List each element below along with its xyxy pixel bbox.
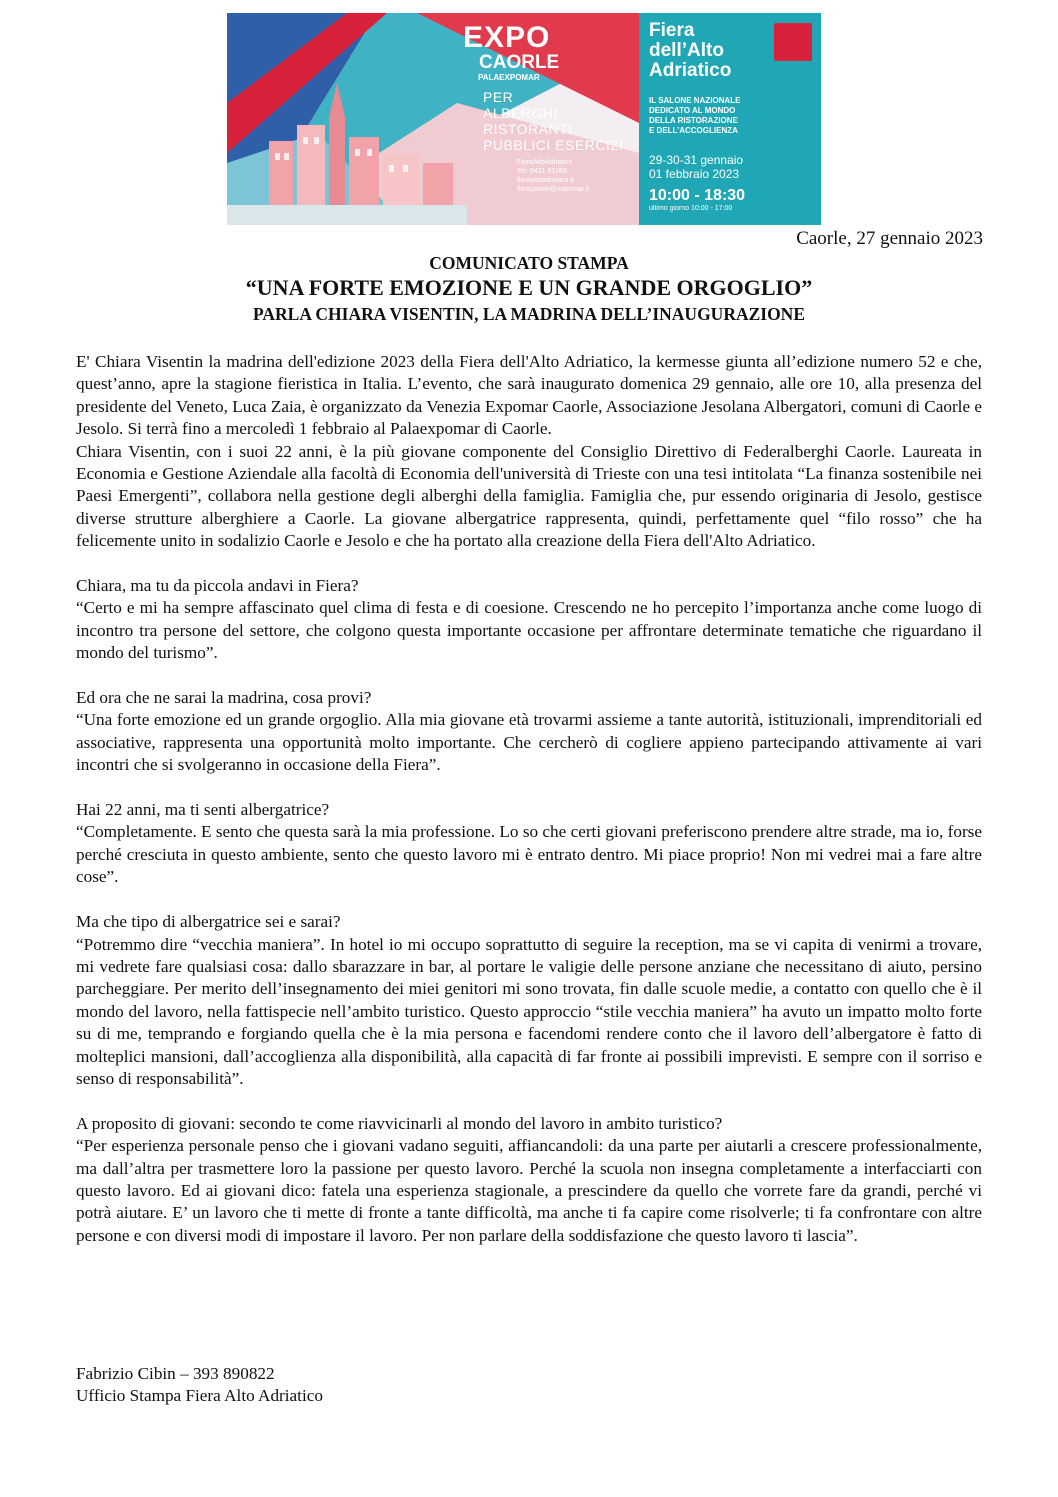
banner-audience-line: PER [483, 89, 514, 105]
banner-hours: 10:00 - 18:30 [649, 187, 746, 204]
banner-info-panel [639, 13, 821, 225]
signature-block [76, 1363, 323, 1408]
banner-palaexpomar-text: PALAEXPOMAR [478, 73, 540, 82]
banner-audience-line: PUBBLICI ESERCIZI [483, 137, 624, 153]
banner-date-line: 29-30-31 gennaio [649, 153, 744, 167]
banner-audience-list [483, 89, 624, 153]
fiera-logo-icon [774, 23, 812, 61]
signature-office: Ufficio Stampa Fiera Alto Adriatico [76, 1386, 323, 1406]
banner-contact-line: FieraAltoAdriatico [517, 159, 573, 166]
page-subtitle: PARLA CHIARA VISENTIN, LA MADRINA DELL’INAUGURAZIONE [253, 304, 805, 324]
banner-dates [649, 153, 743, 181]
press-release-kicker: COMUNICATO STAMPA [429, 253, 629, 273]
banner-contacts [517, 158, 589, 194]
banner-date-line: 01 febbraio 2023 [649, 167, 740, 181]
signature-contact: Fabrizio Cibin – 393 890822 [76, 1364, 275, 1383]
interview-answer: “Completamente. E sento che questa sarà la mia professione. Lo so che certi giovani preferiscono prendere altre strade, ma io, forse perché cresciuta in questo ambiente, sento che questo lavoro mi è entrato dentro. Mi piace proprio! Non mi vedrei mai a fare altre cose”. [76, 822, 982, 887]
intro-paragraph: E' Chiara Visentin la madrina dell'edizione 2023 della Fiera dell'Alto Adriatico, la kermesse giunta all’edizione numero 52 e che, quest’anno, apre la stagione fieristica in Italia. L’evento, che sarà inaugurato domenica 29 gennaio, alle ore 10, alla presenza del presidente del Veneto, Luca Zaia, è organizzato da Venezia Expomar Caorle, Associazione Jesolana Albergatori, comuni di Caorle e Jesolo. Si terrà fino a mercoledì 1 febbraio al Palaexpomar di Caorle. [76, 352, 982, 439]
banner-fiera-line: Fiera [649, 20, 695, 41]
interview-answer: “Certo e mi ha sempre affascinato quel clima di festa e di coesione. Crescendo ne ho percepito l’importanza anche come luogo di incontro tra persone del settore, che colgono questa importante occasione per affrontare determinate tematiche che riguardano il mondo del turismo”. [76, 598, 982, 663]
interview-answer: “Una forte emozione ed un grande orgoglio. Alla mia giovane età trovarmi assieme a tante autorità, istituzionali, imprenditoriali ed associative, rappresenta una opportunità molto importante. Che cercherò di cogliere appieno partecipando attivamente ai vari incontri che si svolgeranno in occasione della Fiera”. [76, 710, 982, 775]
banner-fiera-title [649, 21, 731, 81]
banner-salone-line: DELLA RISTORAZIONE [649, 116, 738, 125]
interview-question: Hai 22 anni, ma ti senti albergatrice? [76, 800, 330, 820]
interview-answer: “Per esperienza personale penso che i giovani vadano seguiti, affiancandoli: da una parte per aiutarli a crescere professionalmente, ma dall’altra per trasmettere loro la passione per questo lavoro. Perché la scuola non insegna completamente a interfacciarti con questo lavoro. Ed ai giovani dico: fatela una esperienza stagionale, a prescindere da quello che vorrete fare da grandi, perché vi potrà aiutare. E’ un lavoro che ti mette di fronte a tante difficoltà, ma anche ti fa capire come risolverle; ti fa confrontare con altre persone e con diversi modi di impostare il lavoro. Per non parlare della soddisfazione che questo lavoro ti lascia”. [76, 1136, 982, 1245]
banner-fiera-line: Adriatico [649, 60, 732, 81]
interview-question: Chiara, ma tu da piccola andavi in Fiera? [76, 576, 359, 596]
banner-fiera-line: dell’Alto [649, 40, 724, 61]
banner-contact-line: fieracaorle@expomar.it [517, 186, 590, 193]
banner-expo-text: EXPO [463, 21, 551, 54]
banner-audience-line: ALBERGHI [483, 105, 558, 121]
interview-answer: “Potremmo dire “vecchia maniera”. In hotel io mi occupo soprattutto di seguire la reception, ma se vi capita di venirmi a trovare, mi vedrete fare qualsiasi cosa: dallo sbarazzare in bar, al portare le valigie delle persone anziane che necessitano di aiuto, persino parcheggiare. Per merito dell’insegnamento dei miei genitori mi sono trovata, fin dalle scuole medie, a contatto con quello che è il mondo del lavoro, nella fattispecie nell’ambito turistico. Questo approccio “stile vecchia maniera” ha avuto un impatto molto forte su di me, temprando e forgiando quella che è la mia persona e facendomi rendere conto che il lavoro dell’albergatore è fatto di molteplici mansioni, dall’accoglienza alla disponibilità, alla capacità di far fronte ai possibili imprevisti. E sempre con il sorriso e senso di responsabilità”. [76, 934, 982, 1088]
banner-audience-line: RISTORANTI [483, 121, 573, 137]
banner-salone-line: IL SALONE NAZIONALE [649, 96, 741, 105]
interview-question: Ed ora che ne sarai la madrina, cosa provi? [76, 688, 372, 708]
interview-question: Ma che tipo di albergatrice sei e sarai? [76, 912, 341, 932]
banner-contact-line: fieraaltoadriatico.it [517, 177, 574, 184]
page-title: “UNA FORTE EMOZIONE E UN GRANDE ORGOGLIO” [245, 275, 813, 300]
event-banner [227, 13, 821, 225]
intro-paragraph: Chiara Visentin, con i suoi 22 anni, è la più giovane componente del Consiglio Direttivo di Federalberghi Caorle. Laureata in Economia e Gestione Aziendale alla facoltà di Economia dell'università di Trieste con una tesi intitolata “La finanza sostenibile nei Paesi Emergenti”, collabora nella gestione degli alberghi della famiglia. Famiglia che, pur essendo originaria di Jesolo, gestisce diverse strutture alberghiere a Caorle. La giovane albergatrice rappresenta, quindi, perfettamente quel “filo rosso” che ha felicemente unito in sodalizio Caorle e Jesolo e che ha portato alla creazione della Fiera dell'Alto Adriatico. [76, 441, 982, 551]
dateline: Caorle, 27 gennaio 2023 [796, 228, 983, 249]
banner-salone-line: E DELL’ACCOGLIENZA [649, 126, 738, 135]
banner-last-day-hours: ultimo giorno 10:00 - 17:00 [649, 205, 733, 212]
article-body [76, 351, 982, 1247]
interview-question: A proposito di giovani: secondo te come riavvicinarli al mondo del lavoro in ambito turistico? [76, 1113, 723, 1133]
banner-contact-line: Tel. 0421 81269 [517, 168, 567, 175]
banner-salone-line: DEDICATO AL MONDO [649, 106, 736, 115]
banner-caorle-text: CAORLE [479, 52, 560, 73]
banner-salone-text [649, 96, 740, 136]
banner-artwork [227, 13, 639, 225]
